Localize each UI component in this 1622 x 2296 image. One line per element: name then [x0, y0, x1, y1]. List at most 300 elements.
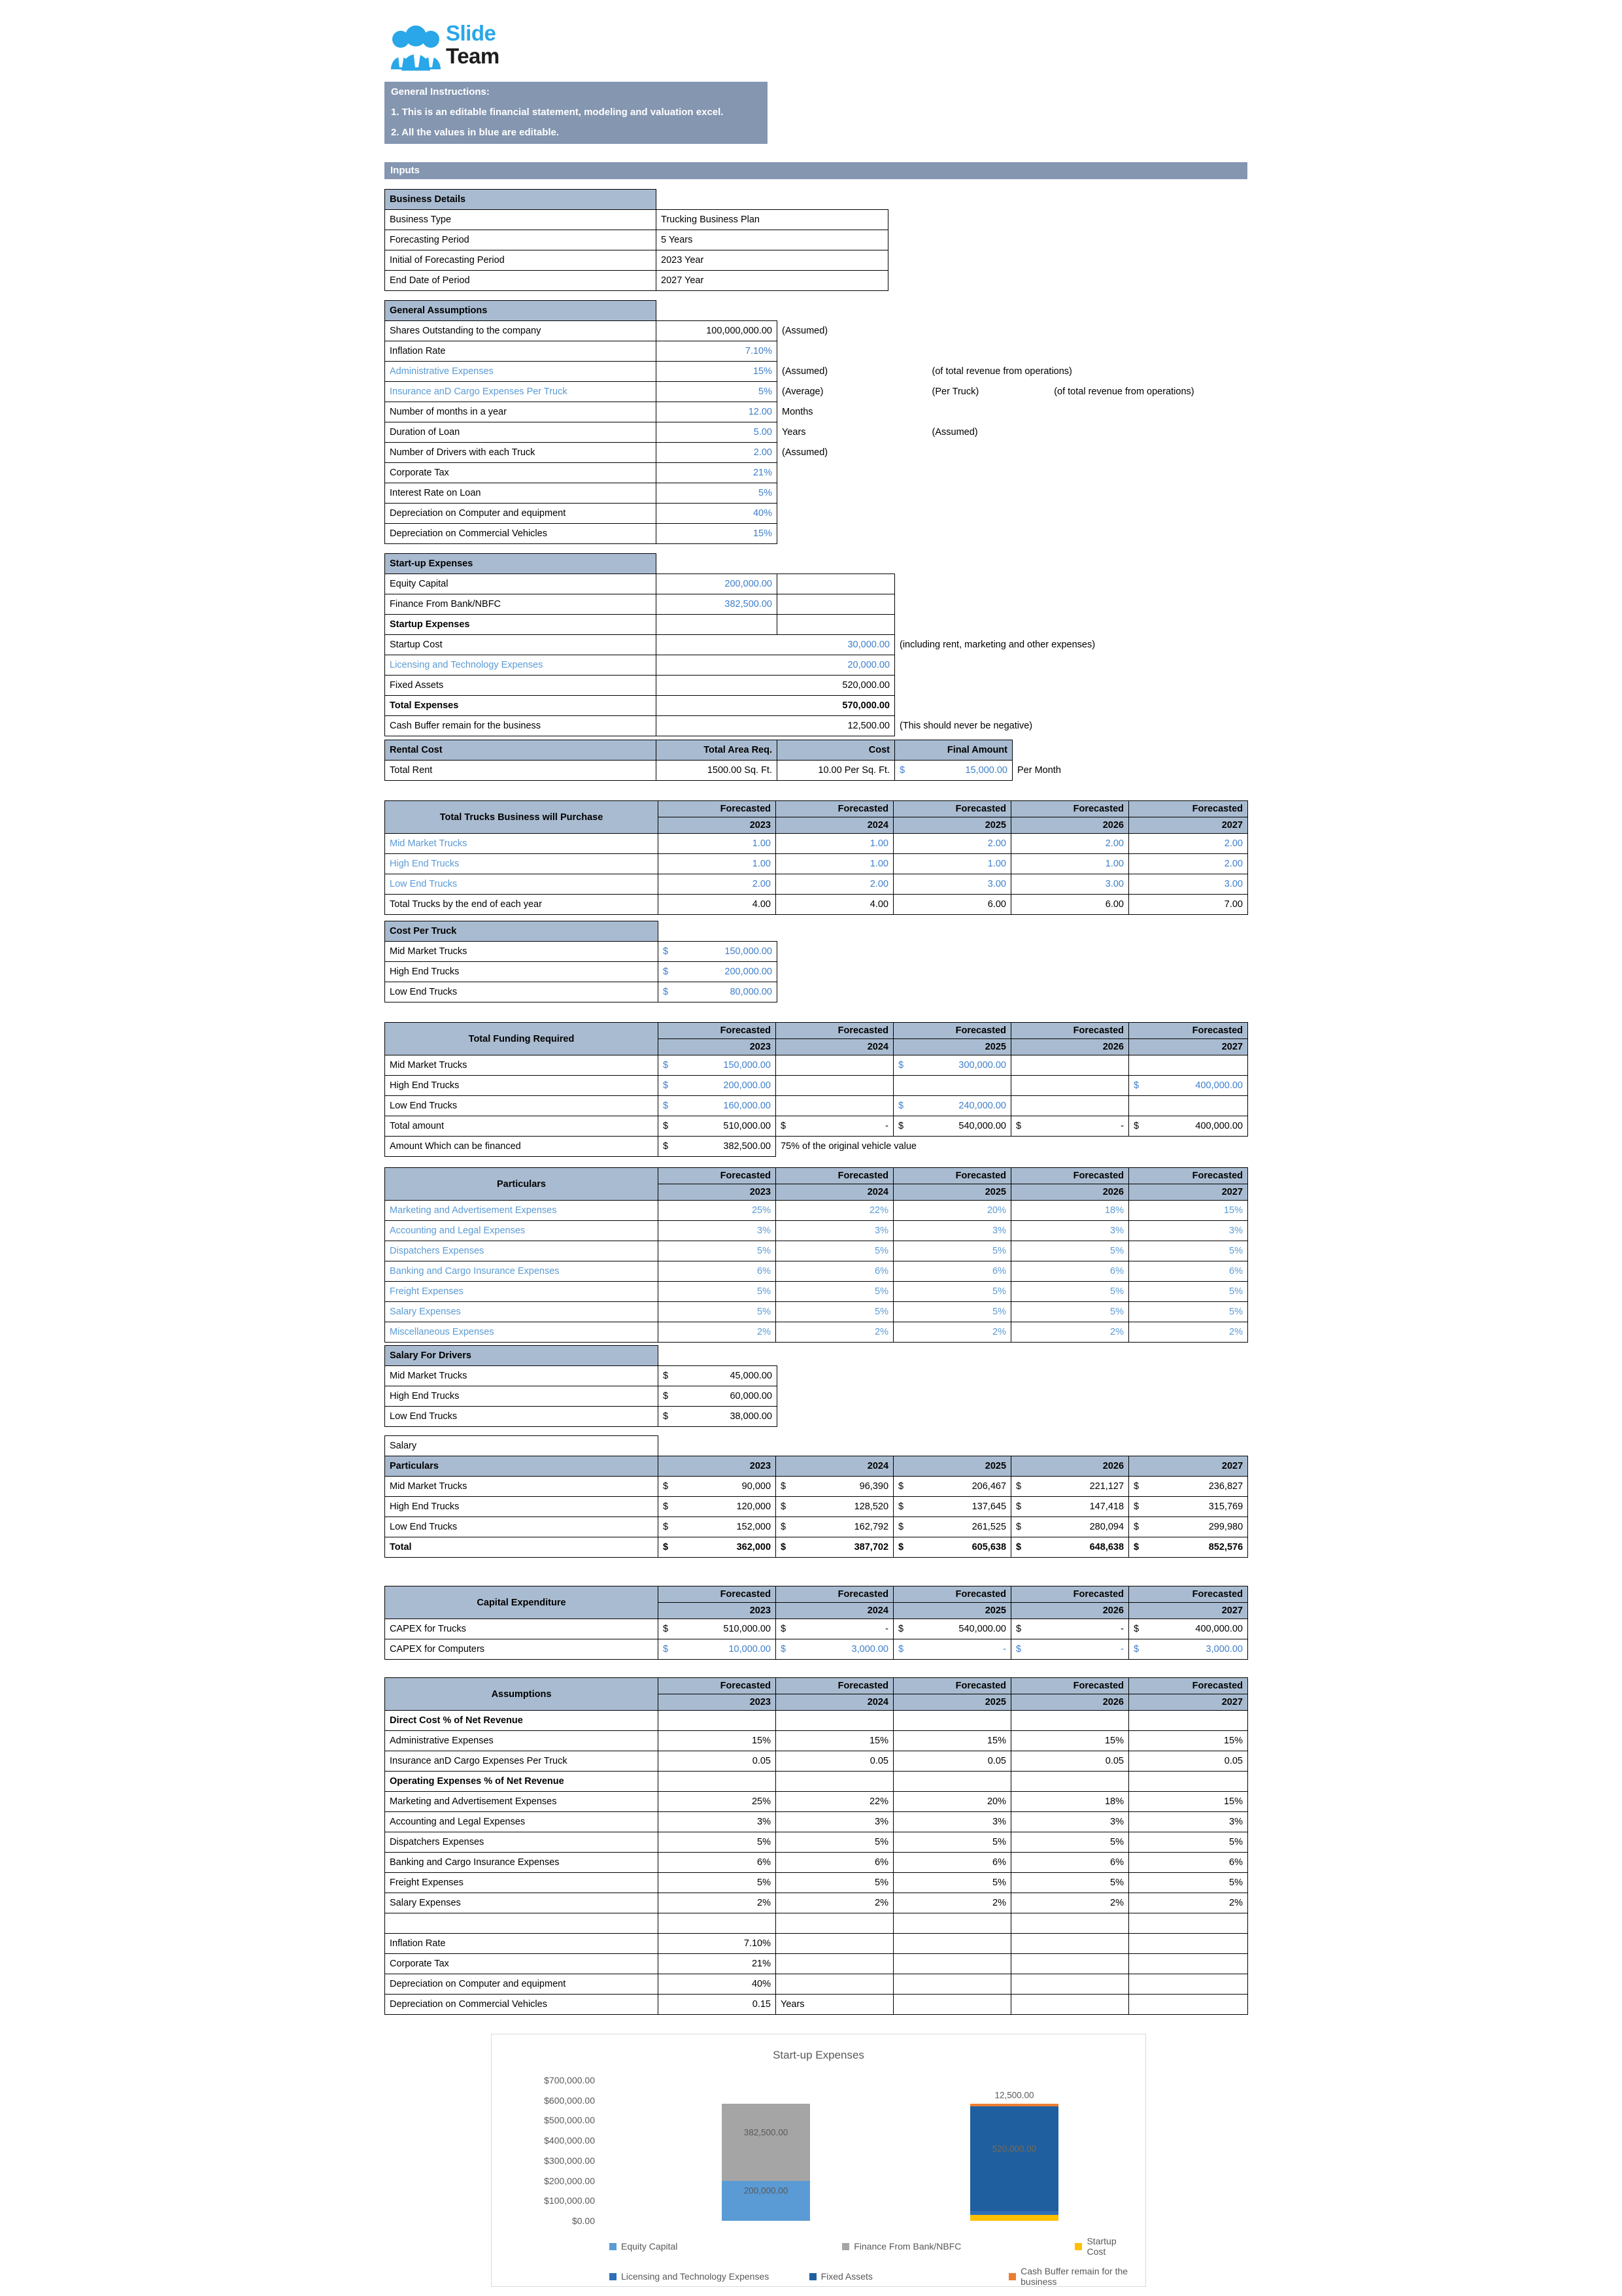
business-type-value[interactable]: Trucking Business Plan — [656, 210, 888, 230]
trucks-purchase-table — [384, 800, 1248, 915]
year-header: 2027 — [1150, 1039, 1248, 1055]
forecasted-label: Forecasted — [776, 801, 894, 817]
cell-value[interactable] — [1150, 1096, 1248, 1116]
cell-value: 7.10% — [658, 1934, 776, 1954]
rental-cost-table — [384, 740, 1248, 781]
cell-value: 6% — [894, 1853, 1011, 1873]
table-row: Mid Market Trucks — [385, 1055, 658, 1076]
rental-cost-header: Rental Cost — [385, 740, 656, 761]
chart-bar-segment — [970, 2215, 1058, 2221]
forecasted-label: Forecasted — [776, 1678, 894, 1694]
cell-value[interactable]: 1.00 — [776, 834, 894, 854]
currency-symbol: $ — [776, 1517, 797, 1537]
startup-expenses-subheader: Startup Expenses — [385, 615, 656, 635]
cell-value[interactable]: 6% — [1011, 1261, 1129, 1282]
cell-value: 6% — [776, 1853, 894, 1873]
cell-value[interactable]: 1.00 — [894, 854, 1011, 874]
table-row: Fixed Assets — [385, 676, 656, 696]
assumptions-table — [384, 1677, 1248, 2015]
cell-value[interactable]: 2.00 — [1011, 834, 1129, 854]
cell-value: 5% — [776, 1832, 894, 1853]
cell-value: 5% — [776, 1873, 894, 1893]
cell-value: 0.15 — [658, 1995, 776, 2015]
cell-value: 90,000 — [679, 1477, 776, 1497]
legend-item[interactable] — [842, 2236, 1075, 2257]
cell-value[interactable]: 2.00 — [1129, 854, 1248, 874]
cell-value[interactable]: 2% — [658, 1322, 776, 1343]
y-axis-tick: $600,000.00 — [544, 2095, 595, 2106]
currency-symbol: $ — [1011, 1477, 1032, 1497]
cell-value[interactable]: 5% — [776, 1282, 894, 1302]
cell-value: 2% — [1011, 1893, 1129, 1913]
currency-symbol: $ — [894, 1639, 915, 1660]
cell-value[interactable]: 2.00 — [776, 874, 894, 895]
legend-label: Cash Buffer remain for the business — [1021, 2266, 1128, 2287]
cell-value[interactable]: 3% — [894, 1221, 1011, 1241]
cell-value[interactable] — [1150, 1055, 1248, 1076]
forecasted-label: Forecasted — [894, 1168, 1011, 1184]
cell-value: 5% — [658, 1873, 776, 1893]
row-note-2: (Per Truck) (of total revenue from operations) — [932, 386, 1194, 397]
cell-value[interactable]: 60,000.00 — [679, 1386, 777, 1407]
row-note: Years — [782, 427, 806, 437]
cell-value[interactable] — [797, 1076, 894, 1096]
currency-symbol: $ — [1011, 1619, 1032, 1639]
cell-value: 510,000.00 — [679, 1619, 776, 1639]
cell-value: 400,000.00 — [1150, 1619, 1248, 1639]
cell-value: 5% — [1011, 1832, 1129, 1853]
forecasted-label: Forecasted — [1150, 1023, 1248, 1039]
drivers-per-truck-value[interactable]: 2.00 — [656, 443, 777, 463]
cell-value: 7.00 — [1129, 895, 1248, 915]
table-row: Cash Buffer remain for the business — [385, 716, 656, 736]
cell-value[interactable]: 2% — [894, 1322, 1011, 1343]
cell-value[interactable]: 3% — [1129, 1221, 1248, 1241]
forecasted-label: Forecasted — [1011, 801, 1129, 817]
year-header: 2023 — [658, 1184, 776, 1201]
table-row: High End Trucks — [385, 962, 658, 982]
table-row: Low End Trucks — [385, 1407, 658, 1427]
cell-value: 2% — [658, 1893, 776, 1913]
capex-table — [384, 1586, 1248, 1660]
forecasted-label: Forecasted — [776, 1168, 894, 1184]
forecasted-label: Forecasted — [658, 1168, 776, 1184]
cell-value[interactable]: 22% — [776, 1201, 894, 1221]
finance-bank-value[interactable]: 382,500.00 — [656, 594, 777, 615]
chart-bar-segment — [970, 2106, 1058, 2211]
table-row: High End Trucks — [385, 1497, 658, 1517]
year-header: 2023 — [679, 1456, 776, 1477]
cell-value[interactable]: 2.00 — [658, 874, 776, 895]
cell-value: 236,827 — [1150, 1477, 1248, 1497]
cell-value[interactable]: 80,000.00 — [679, 982, 777, 1002]
cell-value: 20% — [894, 1792, 1011, 1812]
currency-symbol: $ — [658, 1137, 679, 1157]
business-details-header: Business Details — [385, 190, 656, 210]
forecasted-label: Forecasted — [1011, 1678, 1129, 1694]
forecasted-label: Forecasted — [1032, 1586, 1129, 1603]
forecasted-label: Forecasted — [1032, 1023, 1129, 1039]
forecasted-label: Forecasted — [797, 1586, 894, 1603]
cell-value: 96,390 — [797, 1477, 894, 1497]
table-row: Salary Expenses — [385, 1302, 658, 1322]
forecasted-label: Forecasted — [894, 801, 1011, 817]
forecasting-period-value[interactable]: 5 Years — [656, 230, 888, 250]
forecasted-label: Forecasted — [1129, 801, 1248, 817]
year-header: 2025 — [894, 1694, 1011, 1711]
row-note: 75% of the original vehicle value — [781, 1141, 917, 1152]
year-header: 2026 — [1011, 1694, 1129, 1711]
year-header: 2026 — [1011, 817, 1129, 834]
row-note: (Assumed) — [782, 447, 828, 458]
row-note: (Assumed) — [782, 326, 828, 336]
year-header: 2026 — [1032, 1039, 1129, 1055]
cell-value: 2% — [1129, 1893, 1248, 1913]
chart-title: Start-up Expenses — [773, 2049, 864, 2061]
total-area-value[interactable]: 1500.00 Sq. Ft. — [656, 761, 777, 781]
cell-value[interactable]: 3,000.00 — [797, 1639, 894, 1660]
table-row: Total Rent — [385, 761, 656, 781]
year-header: 2023 — [679, 1039, 776, 1055]
chart-legend — [609, 2236, 1132, 2296]
cell-value[interactable]: 2% — [776, 1322, 894, 1343]
cell-value[interactable]: 6% — [776, 1261, 894, 1282]
cell-value[interactable]: 5% — [1011, 1282, 1129, 1302]
cell-value: 2% — [894, 1893, 1011, 1913]
table-row: Low End Trucks — [385, 982, 658, 1002]
forecasted-label: Forecasted — [1150, 1586, 1248, 1603]
cell-value[interactable]: 6% — [894, 1261, 1011, 1282]
table-row: Mid Market Trucks — [385, 834, 658, 854]
particulars-title: Particulars — [385, 1168, 658, 1201]
cell-value[interactable]: 3.00 — [1129, 874, 1248, 895]
total-funding-table — [384, 1022, 1248, 1157]
cell-value[interactable]: 5% — [894, 1282, 1011, 1302]
cell-value[interactable]: 5% — [1011, 1302, 1129, 1322]
cell-value[interactable]: 5% — [1129, 1282, 1248, 1302]
cell-value: 605,638 — [915, 1537, 1011, 1558]
forecasted-label: Forecasted — [658, 1678, 776, 1694]
cell-value: 6% — [658, 1853, 776, 1873]
year-header: 2024 — [776, 817, 894, 834]
currency-symbol: $ — [894, 1055, 915, 1076]
chart-bar-segment — [970, 2104, 1058, 2106]
cell-value[interactable]: 3% — [1011, 1221, 1129, 1241]
cell-value[interactable]: 160,000.00 — [679, 1096, 776, 1116]
cell-value[interactable]: 5% — [658, 1282, 776, 1302]
cell-value[interactable]: 25% — [658, 1201, 776, 1221]
year-header: 2025 — [915, 1456, 1011, 1477]
cell-value[interactable]: 18% — [1011, 1201, 1129, 1221]
row-note: Months — [782, 407, 813, 417]
cell-value[interactable]: 5% — [658, 1241, 776, 1261]
year-header: 2023 — [679, 1603, 776, 1619]
startup-cost-value[interactable]: 30,000.00 — [777, 635, 895, 655]
table-row: Banking and Cargo Insurance Expenses — [385, 1261, 658, 1282]
year-header: 2023 — [658, 817, 776, 834]
legend-item[interactable] — [609, 2266, 809, 2287]
cell-value[interactable]: 1.00 — [1011, 854, 1129, 874]
currency-symbol: $ — [894, 1497, 915, 1517]
table-row: Forecasting Period — [385, 230, 656, 250]
cell-value: 3% — [1011, 1812, 1129, 1832]
trucks-purchase-title: Total Trucks Business will Purchase — [385, 801, 658, 834]
table-row: Low End Trucks — [385, 874, 658, 895]
cell-value[interactable]: 10,000.00 — [679, 1639, 776, 1660]
cell-value[interactable]: 3% — [776, 1221, 894, 1241]
currency-symbol: $ — [894, 1537, 915, 1558]
table-row: End Date of Period — [385, 271, 656, 291]
forecasted-label: Forecasted — [915, 1023, 1011, 1039]
table-row: Finance From Bank/NBFC — [385, 594, 656, 615]
cell-value[interactable]: 400,000.00 — [1150, 1076, 1248, 1096]
y-axis-tick: $200,000.00 — [544, 2175, 595, 2186]
legend-item[interactable] — [609, 2236, 842, 2257]
cell-value[interactable]: 2.00 — [1129, 834, 1248, 854]
initial-period-value[interactable]: 2023 Year — [656, 250, 888, 271]
year-header: 2027 — [1129, 817, 1248, 834]
cell-value[interactable]: 1.00 — [658, 854, 776, 874]
cell-value[interactable] — [1032, 1055, 1129, 1076]
cell-value[interactable]: 5% — [1011, 1241, 1129, 1261]
inflation-rate-value[interactable]: 7.10% — [656, 341, 777, 362]
cell-value: 387,702 — [797, 1537, 894, 1558]
currency-symbol: $ — [658, 1497, 679, 1517]
y-axis-tick: $0.00 — [571, 2216, 595, 2226]
cell-value[interactable]: 3% — [658, 1221, 776, 1241]
cell-value[interactable]: 150,000.00 — [679, 942, 777, 962]
cell-value[interactable]: 5% — [658, 1302, 776, 1322]
cell-value: 6.00 — [894, 895, 1011, 915]
corporate-tax-value[interactable]: 21% — [656, 463, 777, 483]
cell-value[interactable]: 3,000.00 — [1150, 1639, 1248, 1660]
cell-value[interactable] — [915, 1076, 1011, 1096]
cell-value: 120,000 — [679, 1497, 776, 1517]
legend-swatch-icon — [1009, 2273, 1016, 2280]
forecasted-label: Forecasted — [1011, 1168, 1129, 1184]
people-icon — [390, 25, 442, 72]
table-row: Corporate Tax — [385, 463, 656, 483]
forecasted-label: Forecasted — [797, 1023, 894, 1039]
row-note-2: (of total revenue from operations) — [932, 366, 1072, 377]
cell-value[interactable]: 5% — [894, 1302, 1011, 1322]
cell-value[interactable]: 45,000.00 — [679, 1366, 777, 1386]
cell-value[interactable]: 1.00 — [776, 854, 894, 874]
cell-value[interactable]: 5% — [1129, 1241, 1248, 1261]
cell-value: 137,645 — [915, 1497, 1011, 1517]
currency-symbol: $ — [776, 1477, 797, 1497]
year-header: 2025 — [915, 1039, 1011, 1055]
chart-data-label: 382,500.00 — [743, 2127, 788, 2138]
year-header: 2024 — [797, 1456, 894, 1477]
currency-symbol: $ — [776, 1537, 797, 1558]
cell-value[interactable]: 200,000.00 — [679, 1076, 776, 1096]
table-row: Business Type — [385, 210, 656, 230]
row-note: (Average) — [782, 386, 824, 397]
table-row: Depreciation on Computer and equipment — [385, 1974, 658, 1995]
cell-value[interactable]: 20% — [894, 1201, 1011, 1221]
cell-value: 206,467 — [915, 1477, 1011, 1497]
row-note: (including rent, marketing and other expenses) — [900, 640, 1096, 650]
chart-data-label: 200,000.00 — [743, 2185, 788, 2196]
table-row: Inflation Rate — [385, 1934, 658, 1954]
table-row: Number of months in a year — [385, 402, 656, 422]
table-row: Mid Market Trucks — [385, 942, 658, 962]
logo-word-team: Team — [446, 44, 499, 68]
table-row: Depreciation on Commercial Vehicles — [385, 1995, 658, 2015]
cell-value: 0.05 — [776, 1751, 894, 1772]
legend-item[interactable] — [809, 2266, 1009, 2287]
cell-value[interactable]: 2.00 — [894, 834, 1011, 854]
chart-data-label: 520,000.00 — [992, 2144, 1037, 2154]
currency-symbol: $ — [658, 1619, 679, 1639]
particulars-table — [384, 1167, 1248, 1343]
cell-value: 400,000.00 — [1150, 1116, 1248, 1137]
table-row: Interest Rate on Loan — [385, 483, 656, 504]
year-header: 2023 — [658, 1694, 776, 1711]
cell-value[interactable]: 38,000.00 — [679, 1407, 777, 1427]
interest-rate-value[interactable]: 5% — [656, 483, 777, 504]
cell-value[interactable] — [797, 1096, 894, 1116]
cell-value[interactable]: - — [1032, 1639, 1129, 1660]
table-row: High End Trucks — [385, 1386, 658, 1407]
chart-plot-area — [544, 2075, 1127, 2226]
licensing-tech-value[interactable]: 20,000.00 — [777, 655, 895, 676]
cell-value: 40% — [658, 1974, 776, 1995]
chart-bar — [970, 2080, 1058, 2221]
cell-value[interactable]: 2% — [1129, 1322, 1248, 1343]
total-funding-total-label: Total amount — [385, 1116, 658, 1137]
table-row: Inflation Rate — [385, 341, 656, 362]
cell-value[interactable]: 5% — [776, 1241, 894, 1261]
currency-symbol: $ — [776, 1619, 797, 1639]
insurance-cargo-value[interactable]: 5% — [656, 382, 777, 402]
cell-value[interactable] — [797, 1055, 894, 1076]
year-header: 2027 — [1129, 1184, 1248, 1201]
legend-item[interactable] — [1075, 2236, 1132, 2257]
cell-value: - — [797, 1116, 894, 1137]
currency-symbol: $ — [776, 1497, 797, 1517]
months-in-year-value[interactable]: 12.00 — [656, 402, 777, 422]
currency-symbol: $ — [658, 1055, 679, 1076]
cell-value: 15% — [894, 1731, 1011, 1751]
legend-item[interactable] — [1009, 2266, 1132, 2287]
cell-value[interactable]: 1.00 — [658, 834, 776, 854]
administrative-expenses-value[interactable]: 15% — [656, 362, 777, 382]
cell-value: 0.05 — [1011, 1751, 1129, 1772]
cell-value: 0.05 — [894, 1751, 1011, 1772]
rental-col-area: Total Area Req. — [656, 740, 777, 761]
cell-value: 18% — [1011, 1792, 1129, 1812]
cost-per-sqft-value[interactable]: 10.00 Per Sq. Ft. — [777, 761, 895, 781]
legend-swatch-icon — [609, 2243, 617, 2250]
cell-value[interactable]: 3.00 — [1011, 874, 1129, 895]
currency-symbol: $ — [894, 1096, 915, 1116]
chart-bar-segment — [722, 2104, 810, 2180]
general-instructions-banner — [384, 82, 768, 144]
salary-particulars-label: Particulars — [385, 1456, 658, 1477]
cell-value: 3% — [894, 1812, 1011, 1832]
cell-value[interactable]: 240,000.00 — [915, 1096, 1011, 1116]
cell-value: 852,576 — [1150, 1537, 1248, 1558]
table-row: Number of Drivers with each Truck — [385, 443, 656, 463]
cell-value[interactable]: 3.00 — [894, 874, 1011, 895]
instructions-line-1: 1. This is an editable financial statement, modeling and valuation excel. — [391, 107, 724, 118]
legend-swatch-icon — [1075, 2243, 1082, 2250]
cell-value: 315,769 — [1150, 1497, 1248, 1517]
cell-value[interactable]: 5% — [894, 1241, 1011, 1261]
salary-drivers-header: Salary For Drivers — [385, 1346, 658, 1366]
table-row: High End Trucks — [385, 854, 658, 874]
cell-value: 5% — [894, 1832, 1011, 1853]
table-row: Mid Market Trucks — [385, 1366, 658, 1386]
cell-value[interactable]: 5% — [1129, 1302, 1248, 1322]
table-row: CAPEX for Trucks — [385, 1619, 658, 1639]
cell-value[interactable]: 15% — [1129, 1201, 1248, 1221]
currency-symbol: $ — [658, 1116, 679, 1137]
currency-symbol: $ — [658, 1639, 679, 1660]
depreciation-vehicles-value[interactable]: 15% — [656, 524, 777, 544]
year-header: 2024 — [776, 1184, 894, 1201]
year-header: 2026 — [1011, 1184, 1129, 1201]
cell-value[interactable] — [1032, 1096, 1129, 1116]
startup-expenses-chart — [491, 2034, 1146, 2287]
currency-symbol: $ — [658, 1386, 679, 1407]
row-note-2: (Assumed) — [932, 427, 978, 437]
cash-buffer-value: 12,500.00 — [777, 716, 895, 736]
cell-value[interactable]: 2% — [1011, 1322, 1129, 1343]
cell-value: 3% — [776, 1812, 894, 1832]
year-header: 2027 — [1129, 1694, 1248, 1711]
shares-outstanding-value[interactable]: 100,000,000.00 — [656, 321, 777, 341]
salary-for-drivers-table — [384, 1345, 777, 1427]
table-row: Insurance anD Cargo Expenses Per Truck — [385, 382, 656, 402]
table-row: Low End Trucks — [385, 1517, 658, 1537]
year-header: 2026 — [1032, 1603, 1129, 1619]
legend-label: Fixed Assets — [820, 2271, 873, 2282]
cost-per-truck-header: Cost Per Truck — [385, 921, 658, 942]
currency-symbol: $ — [1129, 1619, 1150, 1639]
cell-value[interactable]: 5% — [776, 1302, 894, 1322]
cell-value: 15% — [658, 1731, 776, 1751]
currency-symbol: $ — [1129, 1517, 1150, 1537]
total-funding-title: Total Funding Required — [385, 1023, 658, 1055]
year-header: 2025 — [894, 1184, 1011, 1201]
row-note: Per Month — [1017, 765, 1061, 776]
cell-value[interactable]: 200,000.00 — [679, 962, 777, 982]
depreciation-computer-value[interactable]: 40% — [656, 504, 777, 524]
year-header: 2027 — [1150, 1603, 1248, 1619]
assumptions-subheader: Direct Cost % of Net Revenue — [385, 1711, 658, 1731]
cell-value[interactable]: 6% — [658, 1261, 776, 1282]
cell-value[interactable] — [1032, 1076, 1129, 1096]
cell-value[interactable]: - — [915, 1639, 1011, 1660]
cell-value[interactable]: 300,000.00 — [915, 1055, 1011, 1076]
end-period-value[interactable]: 2027 Year — [656, 271, 888, 291]
year-header: 2024 — [797, 1603, 894, 1619]
row-note: (Assumed) — [782, 366, 828, 377]
duration-of-loan-value[interactable]: 5.00 — [656, 422, 777, 443]
cell-value: 6% — [1129, 1853, 1248, 1873]
currency-symbol: $ — [776, 1116, 797, 1137]
fixed-assets-value: 520,000.00 — [777, 676, 895, 696]
startup-expenses-header: Start-up Expenses — [385, 554, 656, 574]
cell-value[interactable]: 6% — [1129, 1261, 1248, 1282]
slideteam-logo — [390, 20, 520, 78]
equity-capital-value[interactable]: 200,000.00 — [656, 574, 777, 594]
legend-label: Licensing and Technology Expenses — [621, 2271, 769, 2282]
cell-value[interactable]: 150,000.00 — [679, 1055, 776, 1076]
